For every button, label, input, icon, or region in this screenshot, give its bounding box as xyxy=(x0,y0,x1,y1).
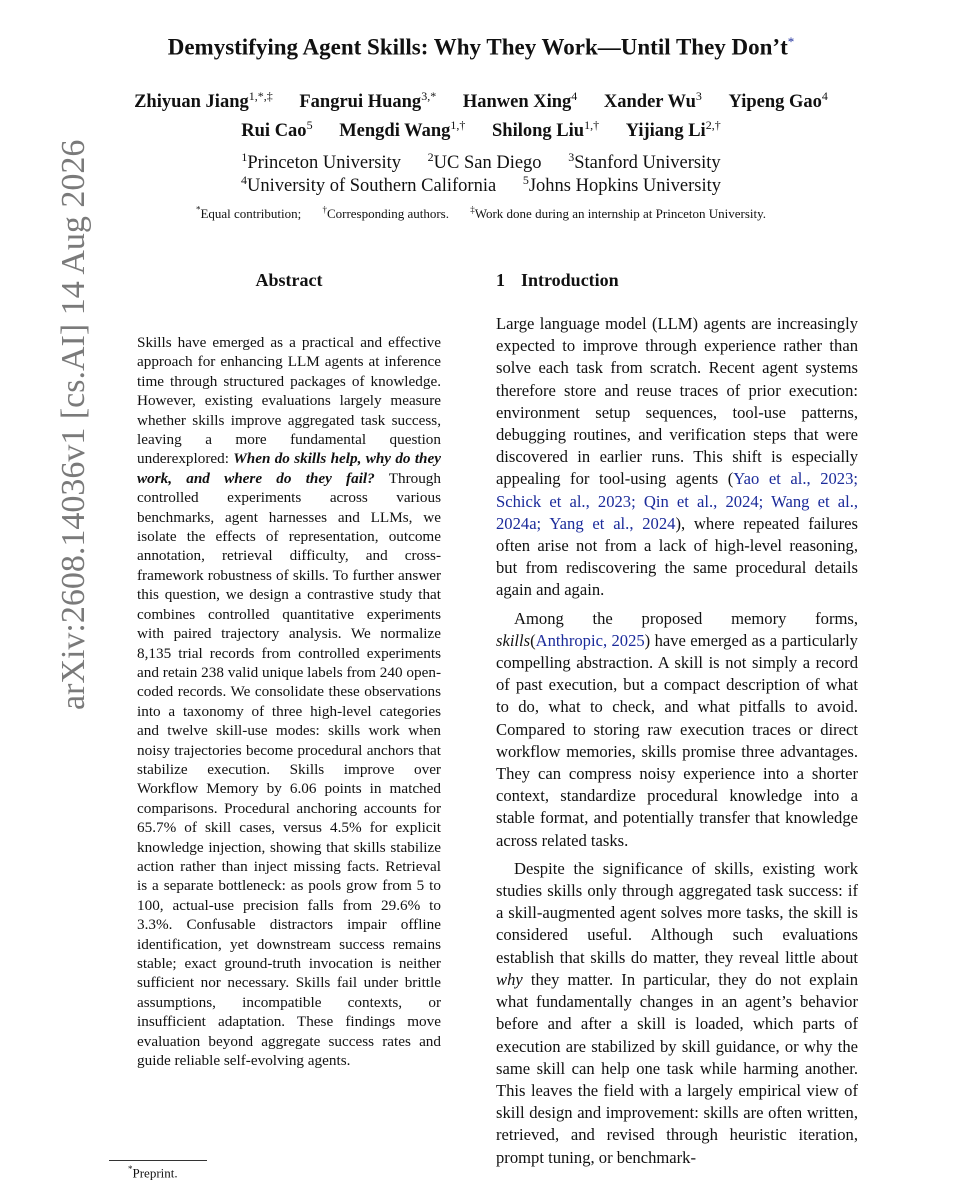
author: Yipeng Gao$^4$ xyxy=(728,89,828,113)
affiliation: $^5$Johns Hopkins University xyxy=(522,173,722,197)
affiliation: $^4$University of Southern California xyxy=(240,173,497,197)
section-heading-introduction xyxy=(496,270,876,291)
abstract-heading: Abstract xyxy=(255,270,323,290)
abstract-body: Skills have emerged as a practical and effective approach for enhancing LLM agents at inference time through structured packages of knowledge. However, existing evaluations largely measure whether skills improve aggregated task success, leaving a more fundamental question underexplored: When do skills help, why do they work, and where do they fail? Through controlled experiments across various benchmarks, agent harnesses and LLMs, we isolate the effects of representation, outcome annotation, retrieval difficulty, and cross-framework robustness of skills. To further answer this question, we design a contrastive study that combines controlled quantitative experiments with paired trajectory analysis. We normalize 8,135 trial records from controlled experiments and retain 238 valid unique labels from 240 open-coded records. We consolidate these observations into a taxonomy of three high-level categories and twelve skill-use modes: skills work when noisy trajectories become procedural anchors that stabilize execution. Skills improve over Workflow Memory by 6.06 points in matched comparisons. Procedural anchoring accounts for 65.7% of skill cases, versus 4.5% for explicit knowledge injection, showing that skills stabilize action rather than inject missing facts. Retrieval is a separate bottleneck: as pools grow from 5 to 100, actual-use precision falls from 29.6% to 3.3%. Confusable distractors impair offline identification, yet downstream success remains stable; exact ground-truth invocation is neither sufficient nor necessary. Skills fail under brittle assumptions, incompatible contexts, or insufficient adaptation. These findings move evaluation beyond aggregate success rates and guide reliable self-evolving agents. xyxy=(137,334,441,1070)
affiliation: $^3$Stanford University xyxy=(568,150,721,174)
author: Xander Wu$^3$ xyxy=(603,89,702,113)
paragraph: Among the proposed memory forms, skills(Anthropic, 2025) have emerged as a particularly compelling abstraction. A skill is not simply a record of past execution, but a compact description of what to do, what to check, and what pitfalls to avoid. Compared to storing raw execution traces or direct workflow memories, skills promise three advantages. They can compress noisy experience into a shorter context, standardize procedural knowledge into a stable format, and potentially transfer that knowledge across related tasks. xyxy=(496,608,858,850)
affiliation: $^2$UC San Diego xyxy=(427,150,542,174)
section-number: 1 xyxy=(496,270,505,290)
footnote-rule xyxy=(109,1160,207,1161)
abstract-research-question: When do skills help, why do they work, and where do they fail? xyxy=(137,450,441,487)
author-list-row-1 xyxy=(0,89,962,113)
note-internship: ‡Work done during an internship at Princeton University. xyxy=(470,205,767,222)
note-corresponding: †Corresponding authors. xyxy=(322,205,449,222)
author: Fangrui Huang$^{3,*}$ xyxy=(299,89,437,113)
author: Zhiyuan Jiang$^{1,*,\ddagger}$ xyxy=(134,89,273,113)
affiliations-row-2 xyxy=(0,173,962,197)
affiliations-row-1 xyxy=(0,150,962,174)
author-list-row-2 xyxy=(0,118,962,142)
arxiv-side-stamp: arXiv:2608.14036v1 [cs.AI] 14 Aug 2026 xyxy=(55,139,92,710)
author: Shilong Liu$^{1,\dagger}$ xyxy=(492,118,600,142)
paragraph: Large language model (LLM) agents are increasingly expected to improve through experience rather than solve each task from scratch. Recent agent systems therefore store and reuse traces of prior execution: environment setup sequences, tool-use patterns, debugging routines, and verification steps that were discovered in earlier runs. This shift is especially appealing for tool-using agents (Yao et al., 2023; Schick et al., 2023; Qin et al., 2024; Wang et al., 2024a; Yang et al., 2024), where repeated failures often arise not from a lack of high-level reasoning, but from rediscovering the same procedural details again and again. xyxy=(496,314,858,600)
affiliation: $^1$Princeton University xyxy=(241,150,402,174)
paragraph: Despite the significance of skills, existing work studies skills only through aggregated task success: if a skill-augmented agent solves more tasks, the skill is considered useful. Although such evaluations establish that skills do matter, they reveal little about why they matter. In particular, they do not explain what fundamentally changes in an agent’s behavior before and after a skill is loaded, which parts of execution are stabilized by skill guidance, or why the same skill can help one task while harming another. This leaves the field with a largely empirical view of skill design and improvement: skills are often written, retrieved, and revised through heuristic iteration, prompt tuning, or benchmark- xyxy=(496,858,858,1167)
author: Yijiang $Li^{2,\dagger}$ xyxy=(625,118,721,142)
citation-link[interactable]: Anthropic, 2025 xyxy=(535,630,645,650)
author-notes xyxy=(0,205,962,222)
section-title: Introduction xyxy=(521,270,619,290)
author: Hanwen Xing$^4$ xyxy=(462,89,578,113)
footnote-preprint: *Preprint. xyxy=(128,1164,178,1181)
author: Mengdi Wang$^{1,\dagger}$ xyxy=(339,118,466,142)
title-text: Demystifying Agent Skills: Why They Work—Until They Don’t xyxy=(167,34,788,60)
author: Rui Cao$^5$ xyxy=(241,118,313,142)
citation-link[interactable]: Yao et al., 2023; Schick et al., 2023; Qin et al., 2024; Wang et al., 2024a; Yang et al., 2024 xyxy=(496,469,858,533)
paper-title xyxy=(0,34,962,61)
note-equal-contribution: *Equal contribution; xyxy=(195,205,302,222)
title-footnote-mark[interactable]: * xyxy=(787,34,795,49)
introduction-body xyxy=(496,313,858,1175)
